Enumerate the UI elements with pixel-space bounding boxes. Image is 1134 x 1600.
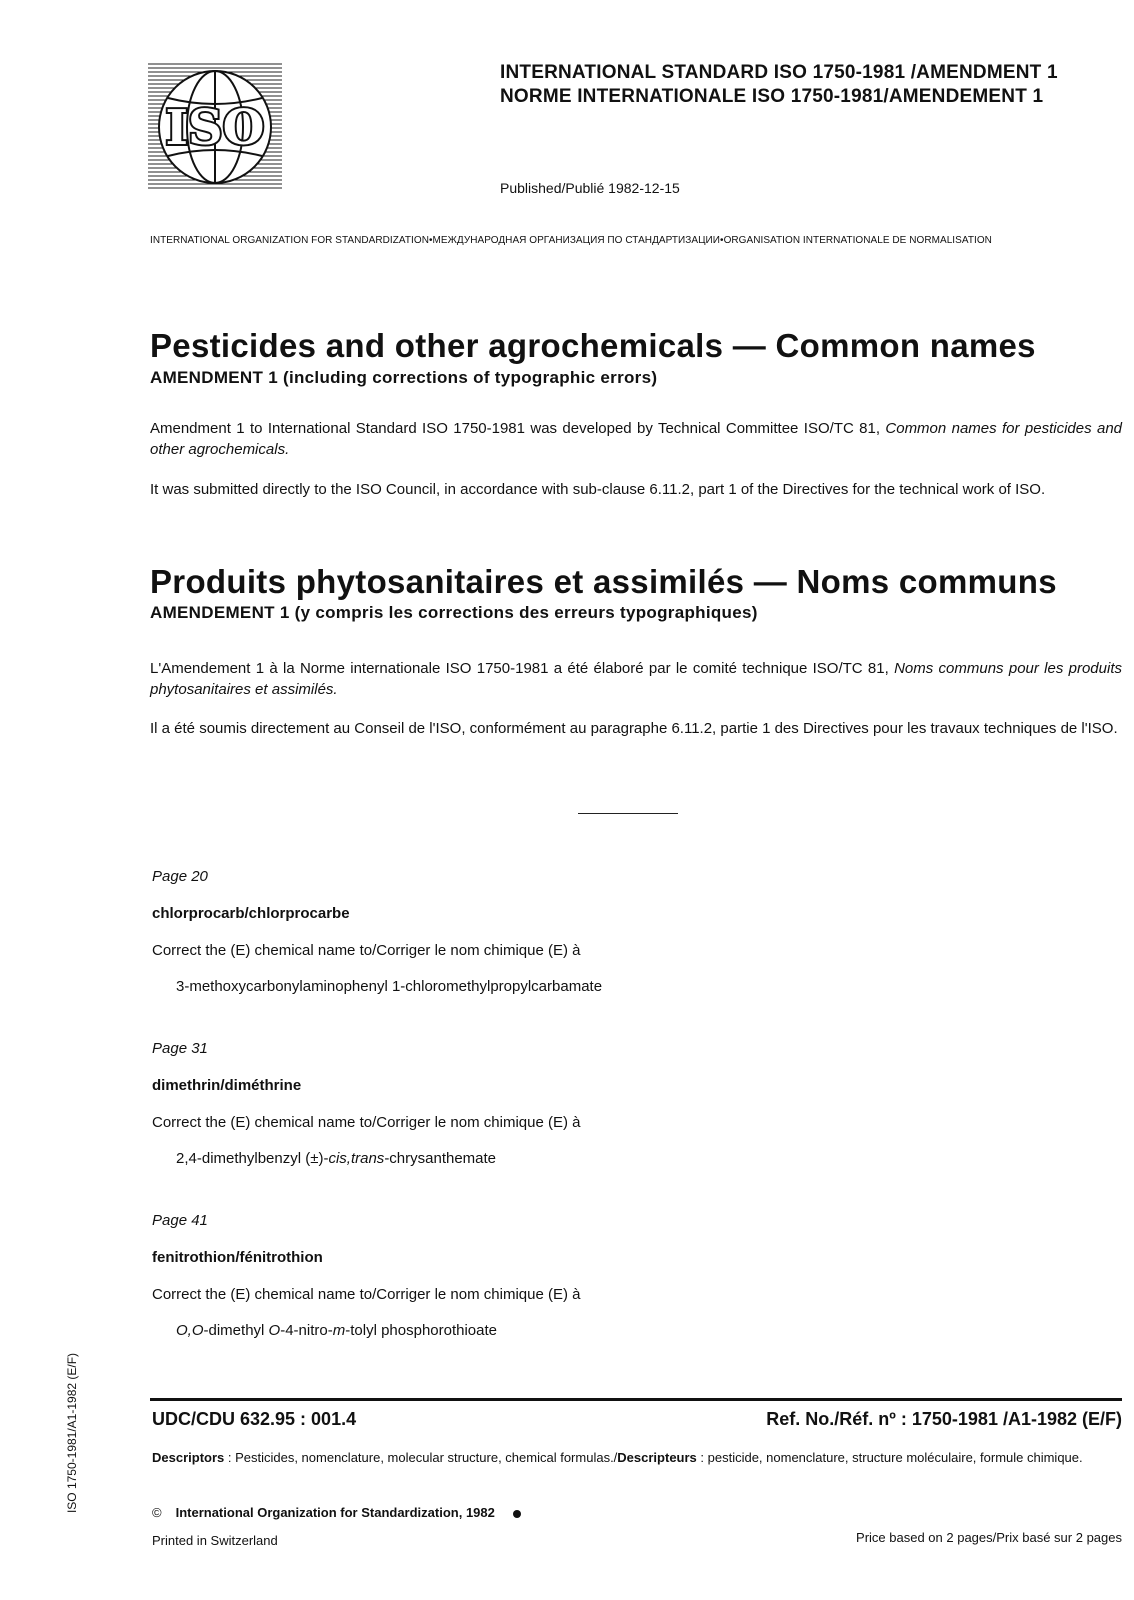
title-fr: Produits phytosanitaires et assimilés — Noms communs — [150, 563, 1057, 600]
side-reference: ISO 1750-1981/A1-1982 (E/F) — [65, 1352, 79, 1514]
paragraph-en-1: Amendment 1 to International Standard ISO 1750-1981 was developed by Technical Committee ISO/TC 81, Common names for pesticides and other agrochemicals. — [150, 420, 1122, 458]
iso-logo — [148, 60, 282, 194]
correction-instruction: Correct the (E) chemical name to/Corriger le nom chimique (E) à — [152, 942, 581, 959]
correction-chemical-name: 2,4-dimethylbenzyl (±)-cis,trans-chrysanthemate — [176, 1150, 497, 1167]
copyright: © International Organization for Standardization, 1982 — [152, 1505, 521, 1520]
correction-name: fenitrothion/fénitrothion — [152, 1249, 323, 1266]
price-note: Price based on 2 pages/Prix basé sur 2 pages — [856, 1530, 1122, 1545]
header-title-fr: NORME INTERNATIONALE ISO 1750-1981/AMENDEMENT 1 — [500, 86, 1044, 107]
footer-rule — [150, 1398, 1122, 1401]
correction-instruction: Correct the (E) chemical name to/Corriger le nom chimique (E) à — [152, 1114, 581, 1131]
organization-banner: INTERNATIONAL ORGANIZATION FOR STANDARDIZATION•МЕЖДУНАРОДНАЯ ОРГАНИЗАЦИЯ ПО СТАНДАРТИЗАЦИИ•ORGANISATION INTERNATIONALE DE NORMALISATION — [150, 235, 992, 246]
correction-page: Page 31 — [152, 1040, 208, 1057]
logo-text: ISO — [165, 100, 265, 156]
descriptors: Descriptors : Pesticides, nomenclature, molecular structure, chemical formulas./Descripteurs : pesticide, nomenclature, structure moléculaire, formule chimique. — [152, 1450, 1083, 1465]
correction-instruction: Correct the (E) chemical name to/Corriger le nom chimique (E) à — [152, 1286, 581, 1303]
copyright-symbol: © — [152, 1505, 162, 1520]
section-divider — [578, 813, 678, 814]
correction-name: dimethrin/diméthrine — [152, 1077, 302, 1094]
subtitle-en: AMENDMENT 1 (including corrections of typographic errors) — [150, 368, 658, 387]
correction-chemical-name: 3-methoxycarbonylaminophenyl 1-chloromethylpropylcarbamate — [176, 978, 603, 995]
published-date: Published/Publié 1982-12-15 — [500, 180, 680, 196]
correction-page: Page 20 — [152, 868, 208, 885]
reference-number: Ref. No./Réf. nº : 1750-1981 /A1-1982 (E/F) — [766, 1409, 1122, 1429]
subtitle-fr: AMENDEMENT 1 (y compris les corrections des erreurs typographiques) — [150, 603, 758, 622]
paragraph-fr-1: L'Amendement 1 à la Norme internationale ISO 1750-1981 a été élaboré par le comité technique ISO/TC 81, Noms communs pour les produits phytosanitaires et assimilés. — [150, 660, 1122, 698]
title-en: Pesticides and other agrochemicals — Common names — [150, 327, 1036, 364]
bullet-icon — [513, 1510, 521, 1518]
printed-location: Printed in Switzerland — [152, 1533, 278, 1548]
correction-page: Page 41 — [152, 1212, 208, 1229]
correction-name: chlorprocarb/chlorprocarbe — [152, 905, 350, 922]
correction-chemical-name: O,O-dimethyl O-4-nitro-m-tolyl phosphorothioate — [176, 1322, 497, 1339]
paragraph-en-2: It was submitted directly to the ISO Council, in accordance with sub-clause 6.11.2, part 1 of the Directives for the technical work of ISO. — [150, 481, 1046, 498]
udc-code: UDC/CDU 632.95 : 001.4 — [152, 1409, 357, 1429]
paragraph-fr-2: Il a été soumis directement au Conseil de l'ISO, conformément au paragraphe 6.11.2, partie 1 des Directives pour les travaux techniques de l'ISO. — [150, 720, 1118, 737]
header-title-en: INTERNATIONAL STANDARD ISO 1750-1981 /AMENDMENT 1 — [500, 62, 1058, 83]
